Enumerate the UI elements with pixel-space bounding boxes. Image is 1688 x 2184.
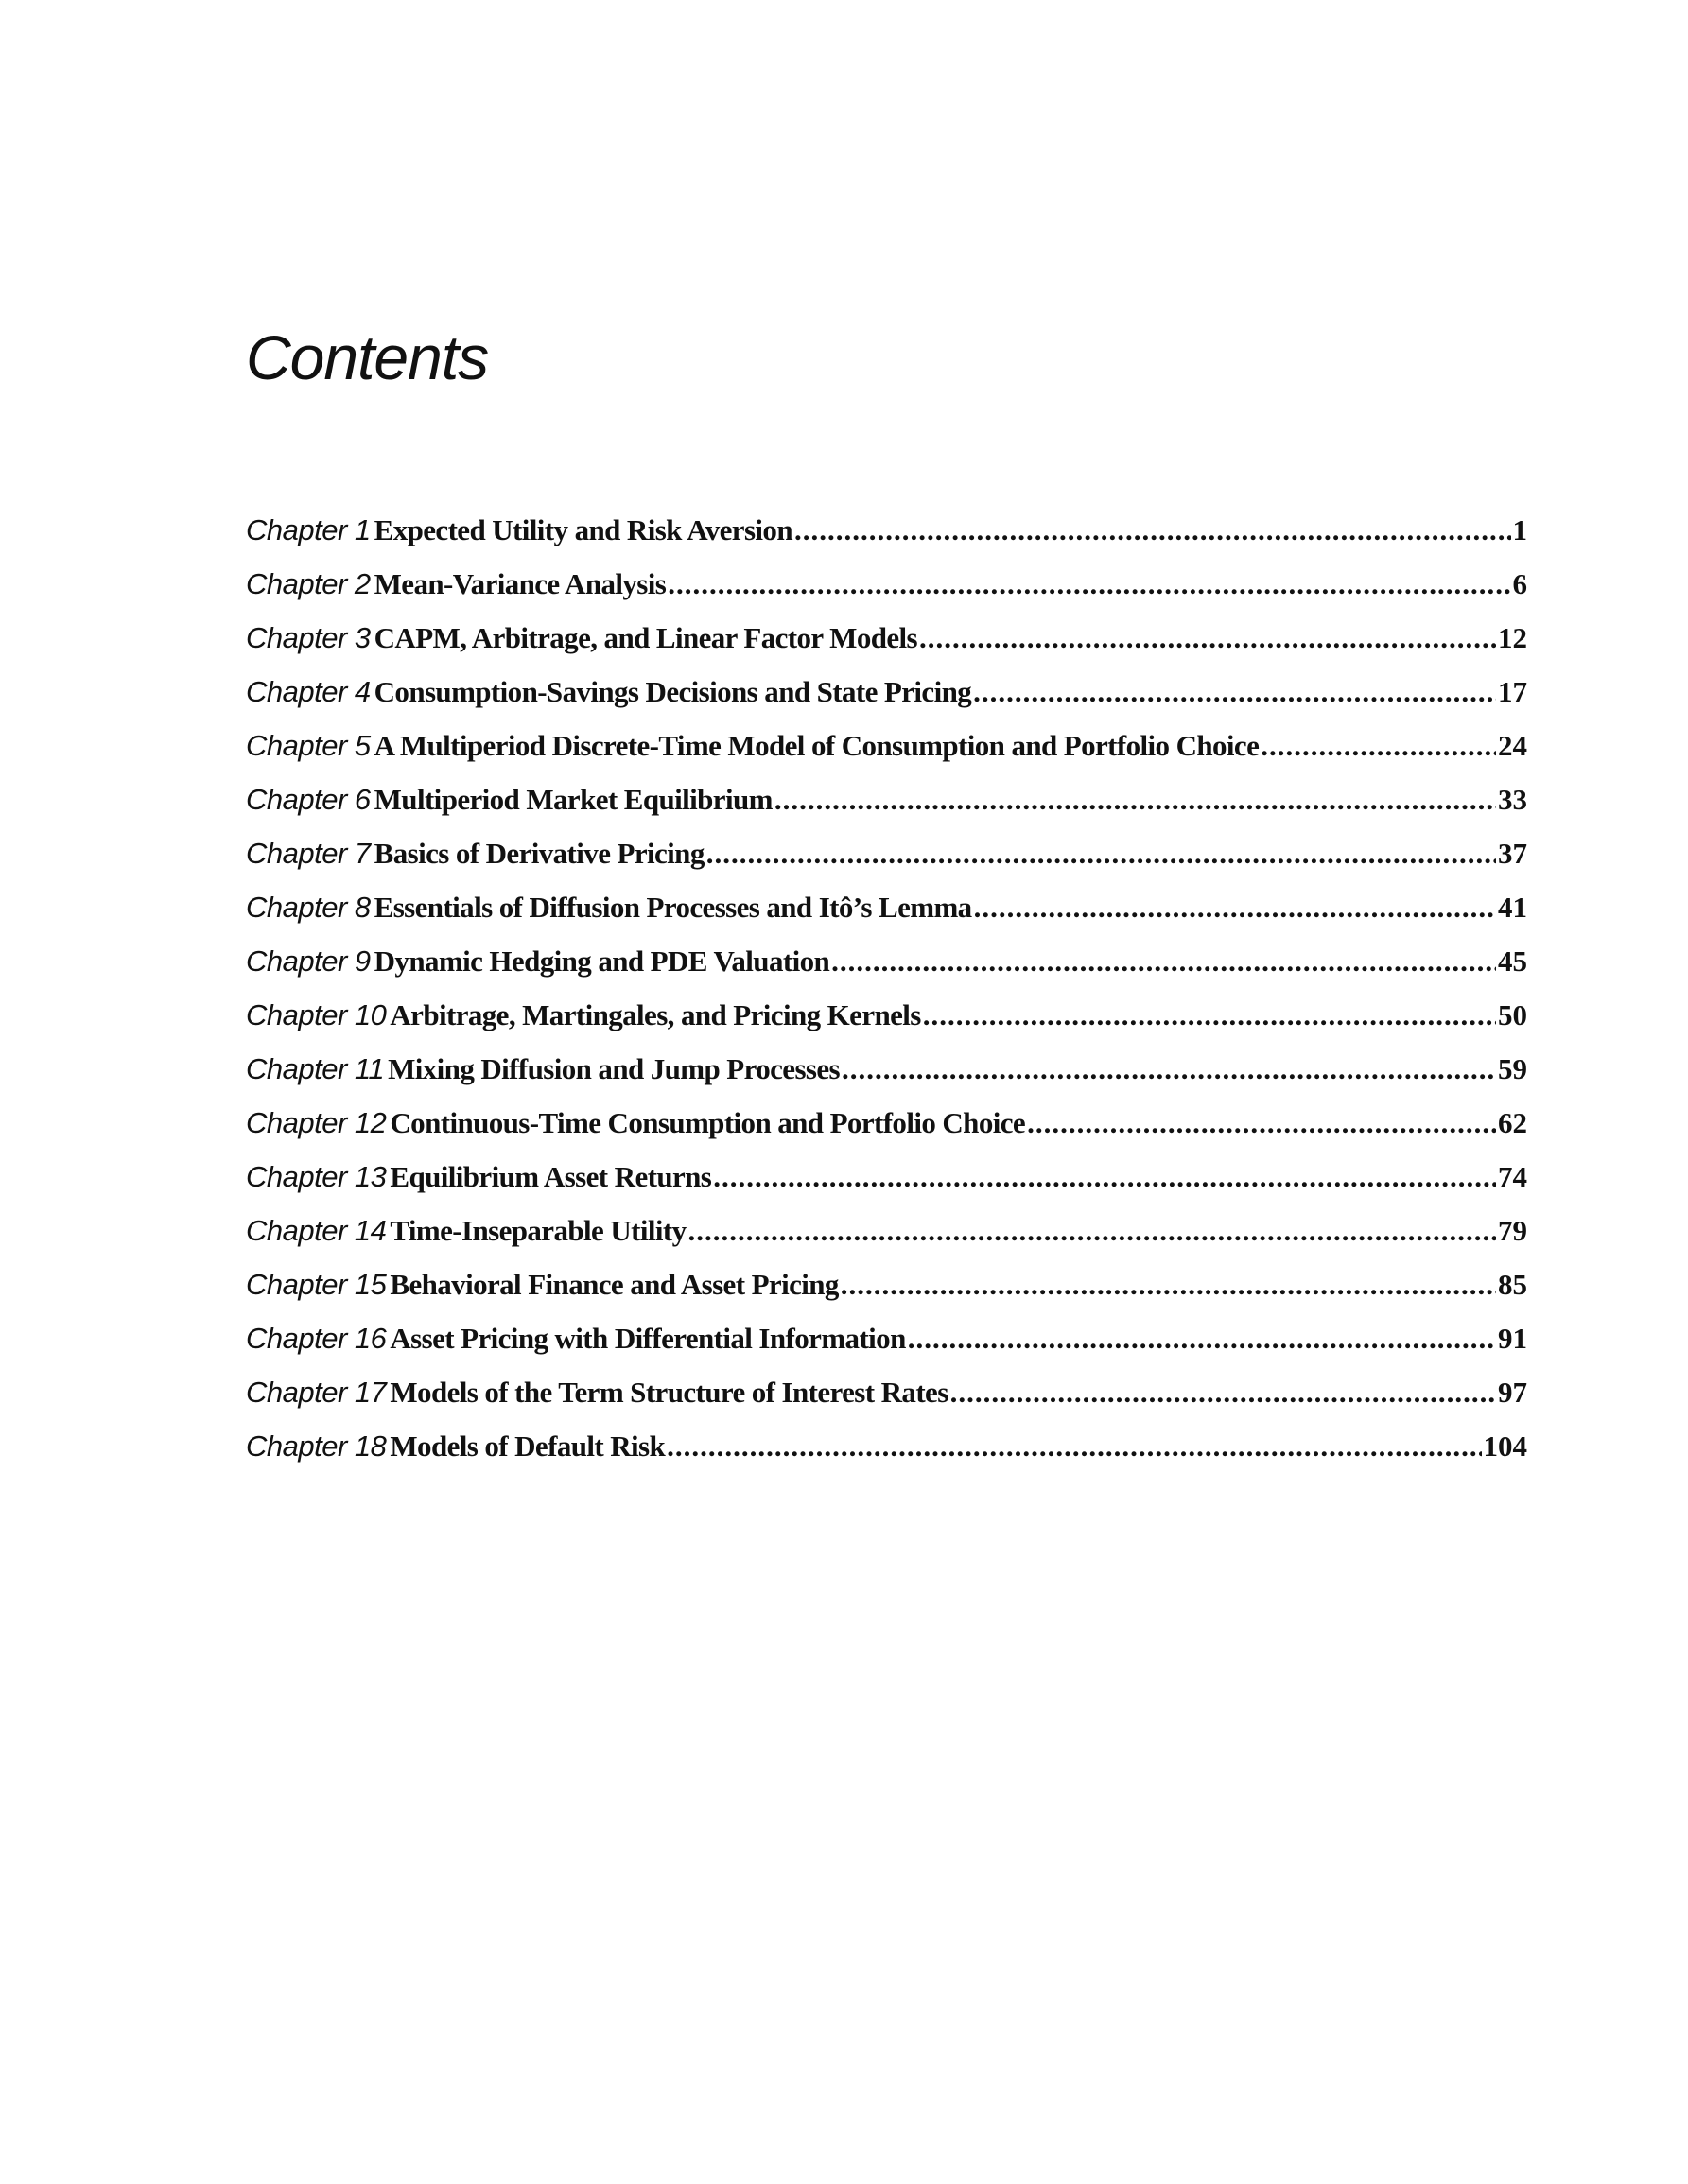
page-number: 91	[1498, 1322, 1527, 1355]
chapter-number: Chapter 4	[246, 675, 371, 708]
dot-leader	[688, 1214, 1497, 1248]
chapter-number: Chapter 12	[246, 1106, 387, 1139]
chapter-title: Multiperiod Market Equilibrium	[374, 783, 773, 816]
page-number: 33	[1498, 783, 1527, 816]
toc-entry[interactable]	[246, 1322, 1527, 1376]
chapter-title: Models of the Term Structure of Interest Rates	[390, 1376, 948, 1409]
toc-entry[interactable]	[246, 1268, 1527, 1322]
chapter-title: Behavioral Finance and Asset Pricing	[390, 1268, 839, 1301]
chapter-number: Chapter 6	[246, 783, 371, 816]
page-number: 45	[1498, 945, 1527, 978]
chapter-title: Models of Default Risk	[390, 1430, 666, 1463]
toc-entry[interactable]	[246, 1430, 1527, 1483]
dot-leader	[831, 945, 1496, 979]
page-number: 97	[1498, 1376, 1527, 1409]
page-number: 12	[1498, 621, 1527, 654]
toc-entry[interactable]	[246, 1106, 1527, 1160]
chapter-number: Chapter 9	[246, 945, 371, 978]
table-of-contents	[246, 513, 1527, 1483]
page-number: 59	[1498, 1052, 1527, 1085]
page-number: 74	[1498, 1160, 1527, 1193]
toc-entry[interactable]	[246, 621, 1527, 675]
chapter-number: Chapter 16	[246, 1322, 387, 1355]
chapter-title: Arbitrage, Martingales, and Pricing Kernels	[390, 998, 921, 1031]
chapter-title: Continuous-Time Consumption and Portfolio Choice	[390, 1106, 1026, 1139]
dot-leader	[841, 1268, 1496, 1302]
chapter-number: Chapter 13	[246, 1160, 387, 1193]
page-number: 104	[1483, 1430, 1527, 1463]
dot-leader	[973, 675, 1496, 709]
chapter-number: Chapter 2	[246, 567, 371, 600]
toc-entry[interactable]	[246, 1160, 1527, 1214]
chapter-number: Chapter 5	[246, 729, 371, 762]
chapter-title: Dynamic Hedging and PDE Valuation	[374, 945, 830, 978]
toc-entry[interactable]	[246, 783, 1527, 837]
dot-leader	[974, 891, 1496, 925]
toc-entry[interactable]	[246, 513, 1527, 567]
chapter-number: Chapter 18	[246, 1430, 387, 1463]
dot-leader	[950, 1376, 1496, 1410]
chapter-title: Asset Pricing with Differential Information	[390, 1322, 906, 1355]
toc-entry[interactable]	[246, 1376, 1527, 1430]
toc-entry[interactable]	[246, 1052, 1527, 1106]
toc-entry[interactable]	[246, 567, 1527, 621]
toc-entry[interactable]	[246, 945, 1527, 998]
toc-entry[interactable]	[246, 837, 1527, 891]
chapter-title: Basics of Derivative Pricing	[374, 837, 705, 870]
toc-entry[interactable]	[246, 1214, 1527, 1268]
dot-leader	[919, 621, 1496, 655]
chapter-number: Chapter 11	[246, 1052, 385, 1085]
chapter-number: Chapter 7	[246, 837, 371, 870]
dot-leader	[668, 567, 1510, 601]
toc-entry[interactable]	[246, 998, 1527, 1052]
chapter-number: Chapter 14	[246, 1214, 387, 1247]
dot-leader	[667, 1430, 1481, 1464]
chapter-title: Consumption-Savings Decisions and State Pricing	[374, 675, 972, 708]
dot-leader	[706, 837, 1496, 871]
page-number: 6	[1512, 567, 1527, 600]
chapter-title: Equilibrium Asset Returns	[390, 1160, 712, 1193]
page-number: 62	[1498, 1106, 1527, 1139]
page-number: 1	[1512, 513, 1527, 546]
dot-leader	[842, 1052, 1496, 1086]
chapter-title: Mean-Variance Analysis	[374, 567, 667, 600]
toc-entry[interactable]	[246, 675, 1527, 729]
chapter-number: Chapter 8	[246, 891, 371, 924]
dot-leader	[774, 783, 1496, 817]
page-number: 24	[1498, 729, 1527, 762]
page-number: 41	[1498, 891, 1527, 924]
chapter-number: Chapter 10	[246, 998, 387, 1031]
dot-leader	[908, 1322, 1496, 1356]
dot-leader	[1261, 729, 1496, 763]
chapter-title: CAPM, Arbitrage, and Linear Factor Models	[374, 621, 918, 654]
chapter-title: A Multiperiod Discrete-Time Model of Consumption and Portfolio Choice	[374, 729, 1260, 762]
chapter-title: Essentials of Diffusion Processes and Itô’s Lemma	[374, 891, 972, 924]
chapter-number: Chapter 15	[246, 1268, 387, 1301]
page-number: 85	[1498, 1268, 1527, 1301]
chapter-number: Chapter 3	[246, 621, 371, 654]
page-number: 37	[1498, 837, 1527, 870]
chapter-title: Mixing Diffusion and Jump Processes	[388, 1052, 841, 1085]
chapter-title: Expected Utility and Risk Aversion	[374, 513, 792, 546]
page-number: 50	[1498, 998, 1527, 1031]
page-number: 79	[1498, 1214, 1527, 1247]
chapter-title: Time-Inseparable Utility	[390, 1214, 687, 1247]
dot-leader	[923, 998, 1496, 1032]
dot-leader	[713, 1160, 1496, 1194]
page-title: Contents	[246, 322, 489, 392]
chapter-number: Chapter 1	[246, 513, 371, 546]
toc-entry[interactable]	[246, 891, 1527, 945]
chapter-number: Chapter 17	[246, 1376, 387, 1409]
dot-leader	[1027, 1106, 1496, 1140]
page-number: 17	[1498, 675, 1527, 708]
toc-entry[interactable]	[246, 729, 1527, 783]
dot-leader	[794, 513, 1511, 547]
